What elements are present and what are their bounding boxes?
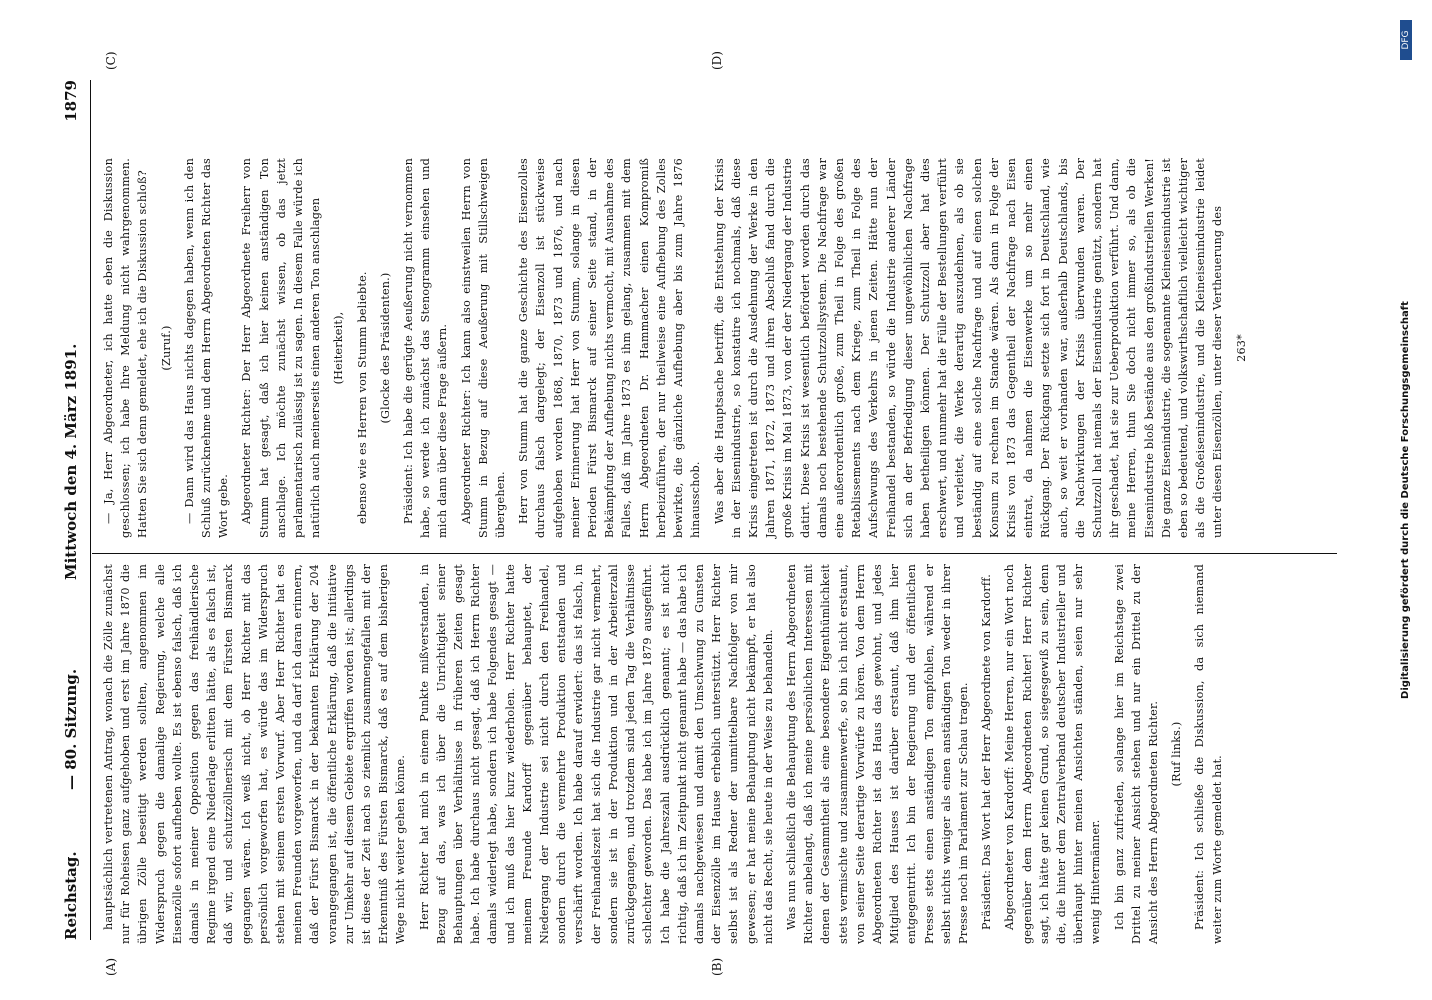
interjection: (Glocke des Präsidenten.) [378,272,392,424]
margin-letter-c: (C) [104,51,118,70]
right-column [100,158,1256,538]
paragraph: ebenso wie es Herren von Stumm beliebte. [355,271,369,524]
paragraph: Abgeordneter von Kardorff: Meine Herren, nur ein Wort noch gegenüber dem Herrn Abgeordneten Richter! Herr Richter sagt, ich hätte gar keinen Grund, so siegesgewiß zu sein, denn die, die hinter dem Zentralverband deutscher Industrieller und überhaupt hinter meinen Ansichten ständen, seien nur sehr wenig Hintermänner. [1003,564,1103,944]
margin-letter-d: (D) [710,51,724,70]
signature-mark: 263* [1234,334,1248,362]
paragraph: hauptsächlich vertretenen Antrag, wonach die Zölle zunächst nur für Roheisen ganz aufgehoben und erst im Jahre 1870 die übrigen Zölle beseitigt werden sollten, angenommen im Widerspruch gegen die damalige Regierung, welche alle Eisenzölle sofort aufheben wollte. Es ist ebenso falsch, daß ich damals in meiner Opposition gegen das freihändlerische Regime irgend eine Niederlage erlitten hätte, als es falsch ist, daß wir, und schutzzöllnerisch mit dem Fürsten Bismarck gegangen wären. Ich weiß nicht, ob Herr Richter mit das persönlich vorgeworfen hat, es würde das im Widerspruch stehen mit seinem ersten Vorwurf. Aber Herr Richter hat es meinen Freunden vorgeworfen, und da darf ich daran erinnern, daß der Fürst Bismarck in der bekannten Erklärung der 204 vorangegangen ist, die öffentliche Erklärung, daß die Initiative zur Umkehr auf diesem Gebiete ergriffen worden ist; allerdings ist diese der Zeit nach so ziemlich zusammengefallen mit der Erkenntniß des Fürsten Bismarck, daß es auf dem bisherigen Wege nicht weiter gehen könne. [102,564,408,944]
paragraph: Was nun schließlich die Behauptung des Herrn Abgeordneten Richter anbelangt, daß ich meine persönlichen Interessen mit denen der Gesammtheit als eine besondere Eigenthümlichkeit stets vermischte und zusammenwerfe, so bin ich nicht erstaunt, von seiner Seite derartige Vorwürfe zu hören. Von dem Herrn Abgeordneten Richter ist das Haus das gewohnt, und jedes Mitglied des Hauses ist darüber erstaunt, daß ihm hier entgegentritt. Ich bin der Regierung und der öffentlichen Presse stets einen anständigen Ton empfohlen, während er selbst nichts weniger als einen anständigen Ton weder in ihrer Presse noch im Parlament zur Schau tragen. [784,564,970,944]
page-header [62,80,86,940]
funding-note: Digitalisierung gefördert durch die Deutsche Forschungsgemeinschaft [1400,301,1411,699]
dfg-badge: DFG [1400,20,1412,60]
column-divider [92,553,1337,554]
left-column [100,564,1232,944]
paragraph: Was aber die Hauptsache betrifft, die Entstehung der Krisis in der Eisenindustrie, so konstatire ich nochmals, daß diese Krisis eingetreten ist durch die Ausdehnung der Werke in den Jahren 1871, 1872, 1873 und ihren Abschluß fand durch die große Krisis im Mai 1873, von der der Niedergang der Industrie datirt. Diese Krisis ist wesentlich befördert worden durch das damals noch bestehende Schutzzollsystem. Die Nachfrage war eine außerordentlich große, zum Theil in Folge des großen Retablissements nach dem Kriege, zum Theil in Folge des Aufschwungs des Verkehrs in jenen Zeiten. Hätte nun der Freihandel bestanden, so würde die Industrie anderer Länder sich an der Befriedigung dieser ungewöhnlichen Nachfrage haben betheiligen können. Der Schutzzoll aber hat dies erschwert, und nunmehr hat die Fülle der Bestellungen verführt und verleitet, die Werke derartig auszudehnen, als ob sie beständig auf eine solche Nachfrage und auf einen solchen Konsum zu rechnen im Stande wären. Als dann in Folge der Krisis von 1873 das Gegentheil der Nachfrage nach Eisen eintrat, da nahmen die Eisenwerke um so mehr einen Rückgang. Der Rückgang setzte sich fort in Deutschland, wie auch, so weit er vorhanden war, außerhalb Deutschlands, bis die Nachwirkungen der Krisis überwunden waren. Der Schutzzoll hat niemals der Eisenindustrie genützt, sondern hat ihr geschadet, hat sie zur Ueberproduktion verführt. Und dann, meine Herren, thun Sie doch nicht immer so, als ob die Eisenindustrie bloß bestände aus den großindustriellen Werken! Die ganze Eisenindustrie, die sogenannte Kleineisenindustrie ist eben so bedeutend, und volkswirthschaftlich vielleicht wichtiger als die Großeisenindustrie, und die Kleineisenindustrie leidet unter diesen Eisenzöllen, unter dieser Vertheuerung des [712,158,1225,538]
paragraph: Präsident: Ich habe die gerügte Aeußerung nicht vernommen habe, so werde ich zunächst das Stenogramm einsehen und mich dann über diese Frage äußern. [402,158,450,538]
paragraph: Ich bin ganz zufrieden, solange hier im Reichstage zwei Drittel zu meiner Ansicht stehen und nur ein Drittel zu der Ansicht des Herrn Abgeordneten Richter. [1112,564,1160,944]
margin-letter-a: (A) [104,957,118,976]
header-rule [90,80,91,940]
header-session: — 80. Sitzung. [62,668,80,790]
paragraph: Abgeordneter Richter: Der Herr Abgeordnete Freiherr von Stumm hat gesagt, daß ich hier keinen anständigen Ton anschlage. Ich möchte zunächst wissen, ob das jetzt parlamentarisch zulässig ist zu sagen. In diesem Falle würde ich natürlich auch meinerseits einen anderen Ton anschlagen [240,158,323,538]
header-date: Mittwoch den 4. März 1891. [62,343,80,580]
header-chamber: Reichstag. [62,851,80,940]
paragraph: Präsident: Das Wort hat der Herr Abgeordnete von Kardorff. [980,574,994,930]
paragraph: Herr Richter hat mich in einem Punkte mißverstanden, in Bezug auf das, was ich über die Unrichtigkeit seiner Behauptungen über Verhältnisse in früheren Zeiten gesagt habe. Ich habe durchaus nicht gesagt, daß ich Herrn Richter damals widerlegt habe, sondern ich habe Folgendes gesagt — und ich muß das hier kurz wiederholen. Herr Richter hatte meinem Freunde Kardorff gegenüber behauptet, der Niedergang der Industrie sei nicht durch den Freihandel, sondern durch die vermehrte Produktion entstanden und verschärft worden. Ich habe darauf erwidert: das ist falsch, in der Freihandelszeit hat sich die Industrie gar nicht vermehrt, sondern sie ist in der Produktion und in der Arbeiterzahl zurückgegangen, und trotzdem sind jeden Tag die Verhältnisse schlechter geworden. Das habe ich im Jahre 1879 ausgeführt. Ich habe die Jahreszahl ausdrücklich genannt; es ist nicht richtig, daß ich im Zeitpunkt nicht genannt habe — das habe ich damals nachgewiesen und damit den Umschwung zu Gunsten der Eisenzölle im Hause erheblich unterstützt. Herr Richter selbst ist als Redner der unmittelbare Nachfolger von mir gewesen; er hat meine Behauptung nicht bekämpft, er hat also nicht das Recht, sie heute in der Weise zu behandeln. [417,564,775,944]
interjection: (Zuruf.) [159,325,173,371]
paragraph: — Ja, Herr Abgeordneter, ich hatte eben die Diskussion geschlossen; ich habe Ihre Meldung nicht wahrgenommen. Hatten Sie sich denn gemeldet, ehe ich die Diskussion schloß? [102,158,150,538]
paragraph: Abgeordneter Richter: Ich kann also einstweilen Herrn von Stumm in Bezug auf diese Aeußerung mit Stillschweigen übergehen. [459,158,508,538]
interjection: (Ruf links.) [1170,721,1184,787]
paragraph: Präsident: Ich schließe die Diskussion, da sich niemand weiter zum Worte gemeldet hat. [1193,564,1224,944]
header-page-number: 1879 [62,80,80,122]
interjection: (Heiterkeit), [332,311,346,385]
paragraph: — Dann wird das Haus nichts dagegen haben, wenn ich den Schluß zurücknehme und dem Herrn Abgeordneten Richter das Wort gebe. [182,158,231,538]
paragraph: Herr von Stumm hat die ganze Geschichte des Eisenzolles durchaus falsch dargelegt; der Eisenzoll ist stückweise aufgehoben worden 1868, 1870, 1873 und 1876, und nach meiner Erinnerung hat Herr von Stumm, solange in diesen Perioden Fürst Bismarck auf seiner Seite stand, in der Bekämpfung der Aufhebung nichts vermocht, mit Ausnahme des Falles, daß im Jahre 1873 es ihm gelang, zusammen mit dem Herrn Abgeordneten Dr. Hammacher einen Kompromiß herbeizuführen, der nur theilweise eine Aufhebung des Zolles bewirkte, die gänzliche Aufhebung aber bis zum Jahre 1876 hinausschob. [517,158,703,538]
margin-letter-b: (B) [710,957,724,976]
